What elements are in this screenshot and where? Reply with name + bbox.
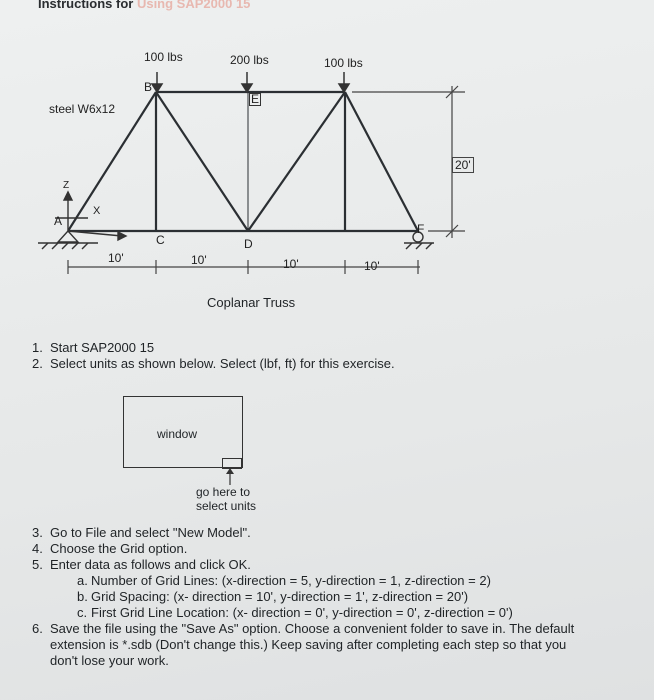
diagram-caption: Coplanar Truss — [207, 295, 296, 310]
steps-list-bottom — [32, 525, 632, 669]
span-label-4: 10' — [364, 259, 380, 273]
node-label-c: C — [156, 233, 165, 247]
step-item: 1. Start SAP2000 15 — [32, 340, 155, 355]
span-label-1: 10' — [108, 251, 124, 265]
span-label-2: 10' — [191, 253, 207, 267]
step-item: 3. Go to File and select "New Model". — [32, 525, 251, 540]
substep-item: a. Number of Grid Lines: (x-direction = 5, y-direction = 1, z-direction = 2) — [77, 573, 491, 588]
step-item: 5. Enter data as follows and click OK. a. Number of Grid Lines: (x-direction = 5, y-direction = 1, z-direction = 2) b. Grid Spacing: (x- direction = 10', y-direction = 1', z-direction = 20') c. First Grid Line Location: (x- direction = 0', y-direction = 0', z-direction = 0') — [32, 557, 632, 621]
substep-item: b. Grid Spacing: (x- direction = 10', y-direction = 1', z-direction = 20') — [77, 589, 469, 604]
member-label: steel W6x12 — [49, 102, 116, 116]
axis-label-x: X — [93, 205, 101, 217]
step-item: 4. Choose the Grid option. — [32, 541, 188, 556]
window-label: window — [157, 427, 198, 441]
title-highlight: Using SAP2000 15 — [136, 0, 251, 11]
node-label-d: D — [244, 237, 253, 251]
load-label-right: 100 lbs — [324, 56, 363, 70]
step-item: 6. Save the file using the "Save As" option. Choose a convenient folder to save in. The default extension is *.sdb (Don't change this.) Keep saving after completing each step so that you don't lose your work. — [32, 621, 575, 668]
node-label-f: F — [417, 222, 425, 236]
load-label-left: 100 lbs — [144, 50, 183, 64]
node-label-e: E — [251, 92, 260, 106]
axis-label-z: Z — [63, 180, 70, 191]
span-label-3: 10' — [283, 257, 299, 271]
node-label-a: A — [54, 214, 63, 228]
go-here-note: go here to select units — [196, 485, 257, 513]
substep-item: c. First Grid Line Location: (x- direction = 0', y-direction = 0', z-direction = 0') — [77, 605, 513, 620]
load-label-center: 200 lbs — [230, 53, 269, 67]
height-label: 20' — [452, 157, 474, 173]
step-item: 2. Select units as shown below. Select (lbf, ft) for this exercise. — [32, 356, 395, 371]
title-prefix: Instructions for — [38, 0, 137, 11]
node-label-b: B — [144, 80, 153, 94]
substeps-list — [77, 573, 632, 621]
